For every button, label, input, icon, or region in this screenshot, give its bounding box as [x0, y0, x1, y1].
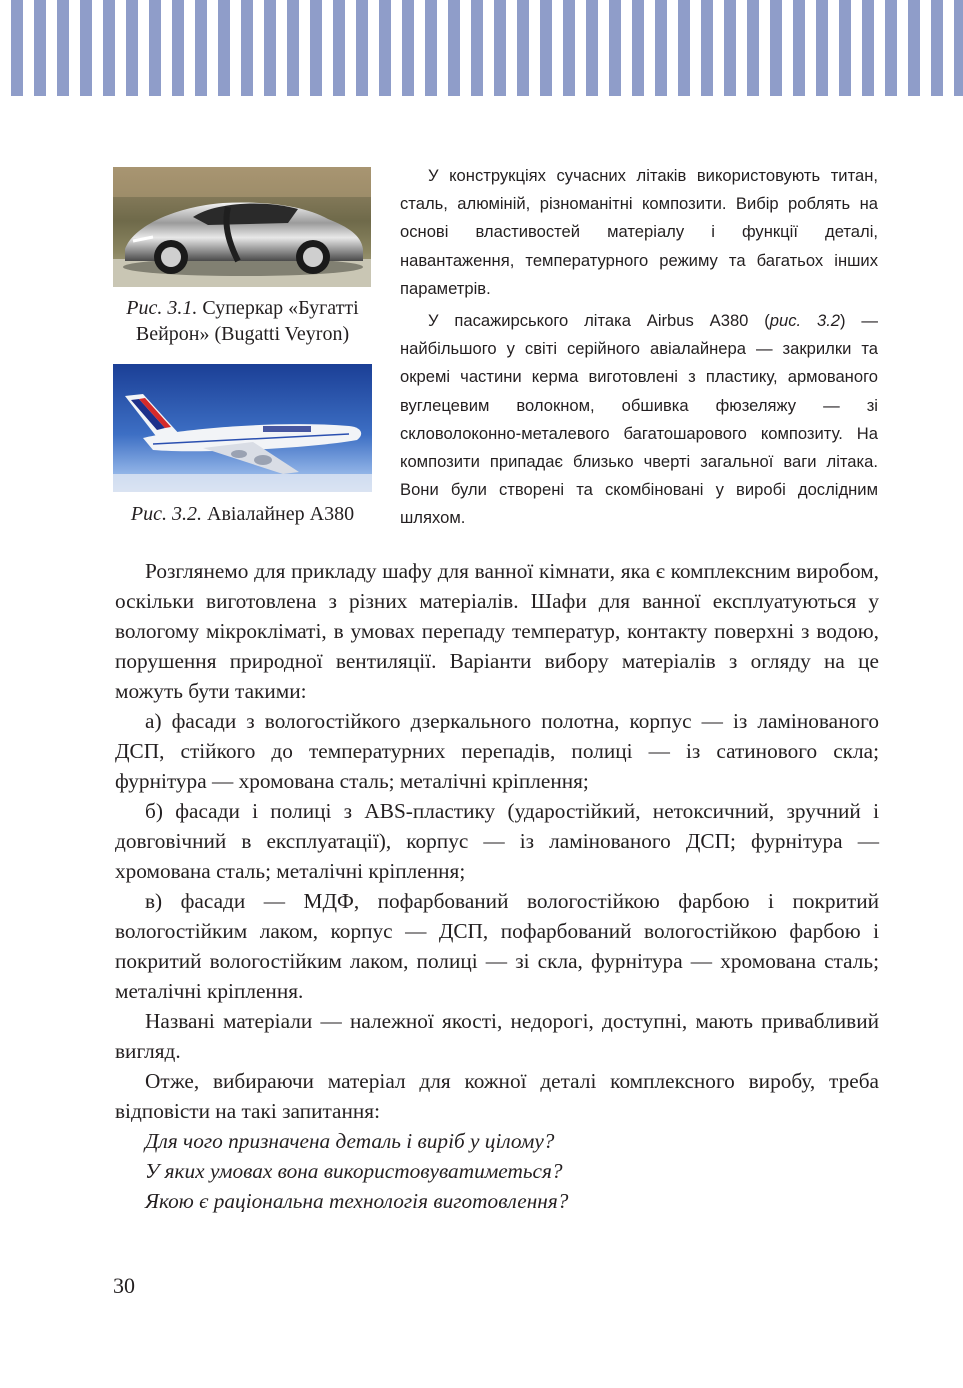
- figure-3-1-caption: [100, 295, 385, 347]
- sidebar-paragraph-2: [400, 307, 878, 533]
- figure-3-2-caption-text: Авіалайнер А380: [207, 503, 355, 525]
- body-paragraph-option-b: б) фасади і полиці з ABS-пластику (ударостійкий, нетоксичний, зручний і довговічний в експлуатації), корпус — із ламінованого ДСП; фурнітура — хромована сталь; металічні кріплення;: [115, 799, 879, 883]
- airliner-illustration: [113, 364, 372, 492]
- figure-3-2-caption: [100, 501, 385, 527]
- question-2: У яких умовах вона використовуватиметься?: [145, 1159, 563, 1183]
- body-paragraph-conclusion: Отже, вибираючи матеріал для кожної деталі комплексного виробу, треба відповісти на такі запитання:: [115, 1069, 879, 1123]
- sidebar-text-block: [400, 162, 878, 533]
- body-paragraph-summary: Названі матеріали — належної якості, недорогі, доступні, мають привабливий вигляд.: [115, 1009, 879, 1063]
- question-3: Якою є раціональна технологія виготовлення?: [145, 1189, 569, 1213]
- body-paragraph-option-a: а) фасади з вологостійкого дзеркального полотна, корпус — із ламінованого ДСП, стійкого до температурних перепадів, полиці — із сатинового скла; фурнітура — хромована сталь; металічні кріплення;: [115, 709, 879, 793]
- figure-3-1-label: Рис. 3.1.: [126, 297, 198, 319]
- figure-3-1-caption-line1: Суперкар «Бугатті: [202, 297, 359, 319]
- sidebar-paragraph-1: У конструкціях сучасних літаків використовують титан, сталь, алюміній, різноманітні композити. Вибір роблять на основі властивостей матеріалу і функції деталі, навантаження, температурного режиму та багатьох інших параметрів.: [400, 166, 878, 298]
- body-paragraph-intro: Розглянемо для прикладу шафу для ванної кімнати, яка є комплексним виробом, оскільки виготовлена з різних матеріалів. Шафи для ванної експлуатуються у вологому мікрокліматі, в умовах перепаду температур, контакту поверхні з водою, порушення природної вентиляції. Варіанти вибору матеріалів з огляду на це можуть бути такими:: [115, 559, 879, 703]
- page-number: 30: [113, 1273, 135, 1298]
- sidebar-p2-after: ) — найбільшого у світі серійного авіалайнера — закрилки та окремі частини керма виготовлені з пластику, армованого вуглецевим волокном, обшивка фюзеляжу — зі скловолоконно-металевого багатошарового композиту. На композити припадає близько чверті загальної ваги літака. Вони були створені та скомбіновані у виробі дослідним шляхом.: [400, 311, 878, 528]
- question-1: Для чого призначена деталь і виріб у цілому?: [145, 1129, 555, 1153]
- figure-3-2-label: Рис. 3.2.: [130, 503, 202, 525]
- figure-3-1-caption-line2: Вейрон» (Bugatti Veyron): [135, 323, 350, 345]
- figure-bugatti-veyron-photo: [113, 167, 371, 287]
- car-illustration: [113, 167, 371, 287]
- figure-reference: рис. 3.2: [769, 311, 841, 331]
- sidebar-p2-before: У пасажирського літака Airbus А380 (: [428, 311, 770, 331]
- decorative-header-stripes: [0, 0, 963, 96]
- figure-airbus-a380-photo: [113, 364, 372, 492]
- main-text-block: [115, 556, 879, 1216]
- body-paragraph-option-c: в) фасади — МДФ, пофарбований вологостійкою фарбою і покритий вологостійким лаком, корпус — ДСП, пофарбований вологостійкою фарбою і покритий вологостійким лаком, полиці — зі скла, фурнітура — хромована сталь; металічні кріплення.: [115, 889, 879, 1003]
